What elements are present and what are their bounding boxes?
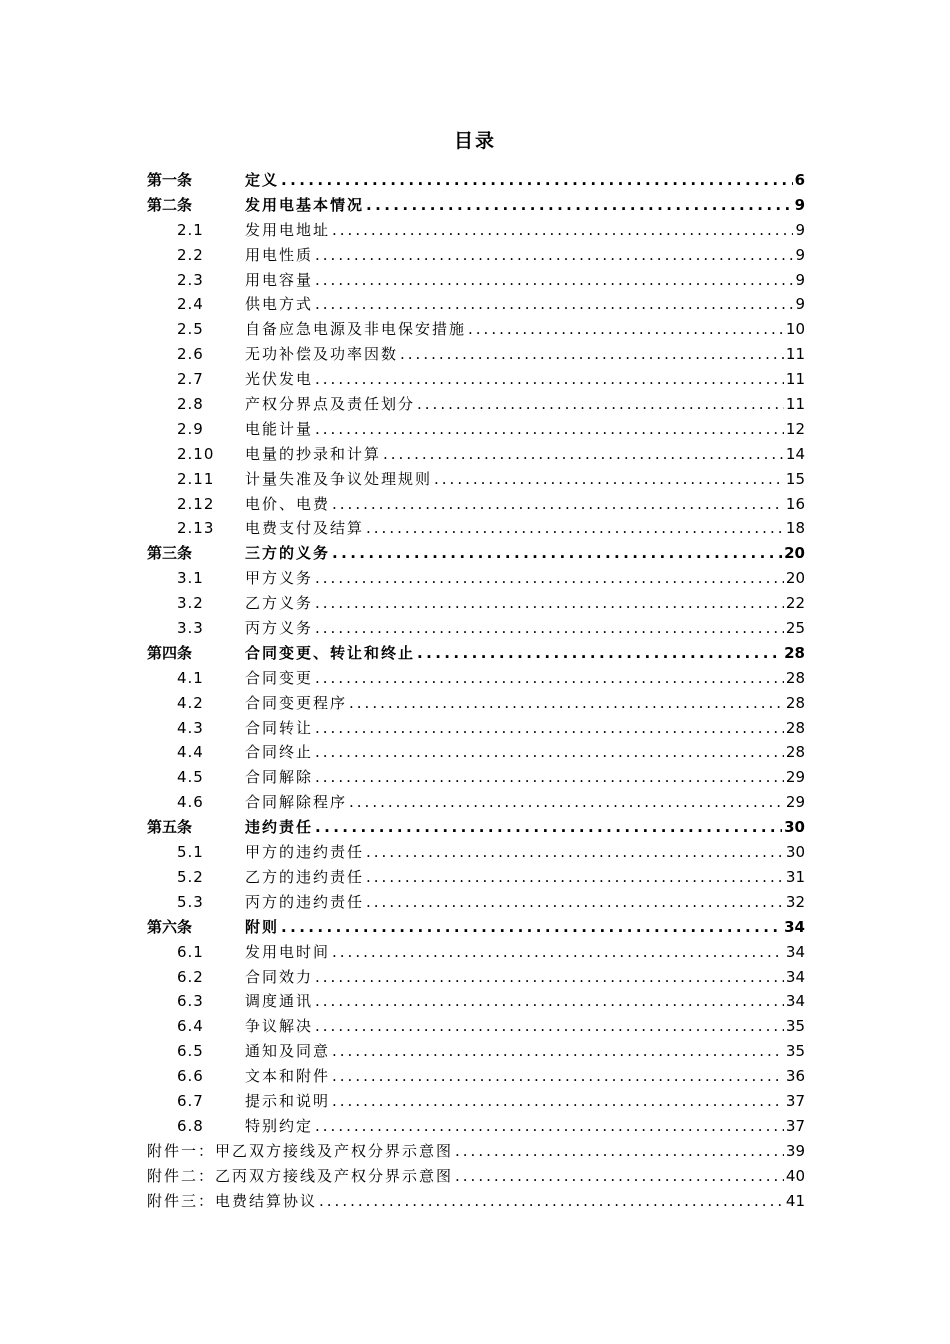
toc-entry-page-number: 28 (785, 743, 805, 762)
toc-entry-title: 甲方义务 (245, 569, 314, 588)
toc-entry-line (245, 865, 805, 890)
toc-entry-line (245, 566, 805, 591)
toc-entry-line (245, 268, 805, 293)
toc-entry-line (245, 591, 805, 616)
dot-leader (315, 243, 793, 268)
toc-entry[interactable] (147, 516, 805, 541)
toc-entry[interactable] (147, 790, 805, 815)
toc-entry-number: 6.1 (177, 942, 204, 961)
toc-entry-number: 6.4 (177, 1017, 204, 1036)
toc-entry-title: 合同变更 (245, 668, 314, 687)
toc-entry[interactable] (147, 442, 805, 467)
dot-leader (349, 691, 784, 716)
toc-entry-number: 第三条 (147, 544, 193, 563)
toc-entry-page-number: 28 (784, 643, 805, 662)
dot-leader (315, 591, 784, 616)
toc-entry-number: 2.6 (177, 345, 204, 364)
toc-entry-number: 4.5 (177, 768, 204, 787)
dot-leader (315, 716, 784, 741)
toc-entry-page-number: 9 (795, 245, 805, 264)
toc-entry-title: 附则 (245, 917, 280, 936)
dot-leader (315, 367, 784, 392)
toc-entry-number: 6.8 (177, 1116, 204, 1135)
toc-entry-page-number: 20 (784, 544, 805, 563)
toc-entry-title: 用电容量 (245, 270, 314, 289)
toc-entry[interactable] (147, 218, 805, 243)
toc-entry-number: 6.2 (177, 967, 204, 986)
toc-entry-title: 定义 (245, 171, 280, 189)
toc-entry-line (245, 790, 805, 815)
dot-leader (366, 516, 784, 541)
toc-list (147, 168, 805, 1213)
toc-entry-title: 附件三：电费结算协议 (147, 1191, 318, 1210)
toc-entry[interactable] (147, 765, 805, 790)
toc-entry-line (245, 541, 805, 566)
toc-entry[interactable] (147, 989, 805, 1014)
toc-entry-page-number: 9 (795, 220, 805, 239)
dot-leader (315, 268, 793, 293)
dot-leader (332, 218, 793, 243)
toc-entry[interactable] (147, 890, 805, 915)
toc-entry-title: 电能计量 (245, 419, 314, 438)
toc-entry-number: 5.1 (177, 843, 204, 862)
toc-entry-page-number: 20 (785, 569, 805, 588)
toc-entry-title: 附件一：甲乙双方接线及产权分界示意图 (147, 1141, 454, 1160)
toc-entry-number: 5.3 (177, 892, 204, 911)
toc-entry-number: 2.5 (177, 320, 204, 339)
toc-entry-number: 2.12 (177, 494, 215, 513)
toc-entry[interactable] (147, 317, 805, 342)
toc-entry-title: 发用电基本情况 (245, 195, 365, 214)
toc-entry-title: 特别约定 (245, 1116, 314, 1135)
toc-entry-title: 三方的义务 (245, 544, 331, 563)
toc-entry[interactable] (147, 417, 805, 442)
toc-entry-page-number: 39 (785, 1141, 805, 1160)
toc-entry-line (245, 1039, 805, 1064)
toc-entry-title: 计量失准及争议处理规则 (245, 469, 433, 488)
toc-entry-number: 第六条 (147, 917, 193, 936)
dot-leader (315, 989, 784, 1014)
toc-entry-line (245, 765, 805, 790)
toc-entry-title: 合同终止 (245, 743, 314, 762)
toc-entry[interactable] (147, 716, 805, 741)
toc-entry-title: 合同效力 (245, 967, 314, 986)
toc-entry-title: 合同解除程序 (245, 793, 348, 812)
toc-entry[interactable] (147, 691, 805, 716)
dot-leader (319, 1189, 784, 1214)
toc-entry-line (245, 890, 805, 915)
dot-leader (315, 765, 784, 790)
dot-leader (315, 566, 784, 591)
dot-leader (315, 292, 793, 317)
dot-leader (332, 940, 784, 965)
toc-entry-page-number: 9 (795, 270, 805, 289)
toc-entry-page-number: 12 (785, 419, 805, 438)
toc-entry[interactable] (147, 392, 805, 417)
dot-leader (315, 666, 784, 691)
toc-entry-line (147, 1139, 805, 1164)
toc-entry-line (245, 317, 805, 342)
toc-entry-title: 文本和附件 (245, 1067, 331, 1086)
toc-entry-number: 2.13 (177, 519, 215, 538)
dot-leader (332, 492, 784, 517)
toc-entry-line (245, 392, 805, 417)
toc-entry-line (245, 367, 805, 392)
toc-entry[interactable] (147, 268, 805, 293)
toc-entry-title: 争议解决 (245, 1017, 314, 1036)
toc-entry-page-number: 15 (785, 469, 805, 488)
toc-entry-line (245, 417, 805, 442)
toc-entry[interactable] (147, 492, 805, 517)
dot-leader (315, 1114, 784, 1139)
toc-entry[interactable] (147, 541, 805, 566)
toc-entry[interactable] (147, 1189, 805, 1214)
toc-entry-line (245, 516, 805, 541)
toc-entry-line (245, 691, 805, 716)
toc-entry-page-number: 30 (785, 843, 805, 862)
toc-entry-title: 发用电时间 (245, 942, 331, 961)
toc-entry-page-number: 31 (785, 867, 805, 886)
toc-entry-line (245, 1064, 805, 1089)
toc-entry[interactable] (147, 1164, 805, 1189)
toc-entry-title: 乙方的违约责任 (245, 867, 365, 886)
dot-leader (281, 168, 793, 193)
dot-leader (332, 541, 782, 566)
toc-entry-line (245, 193, 805, 218)
toc-entry-page-number: 9 (795, 295, 805, 314)
toc-entry-page-number: 30 (784, 818, 805, 837)
dot-leader (366, 890, 784, 915)
toc-entry[interactable] (147, 1114, 805, 1139)
toc-entry[interactable] (147, 243, 805, 268)
toc-entry-line (245, 218, 805, 243)
toc-entry-number: 3.2 (177, 594, 204, 613)
toc-entry-number: 6.6 (177, 1067, 204, 1086)
toc-entry-title: 合同变更程序 (245, 693, 348, 712)
toc-entry[interactable] (147, 467, 805, 492)
toc-entry-line (245, 1014, 805, 1039)
toc-entry-page-number: 6 (794, 171, 805, 189)
dot-leader (315, 965, 784, 990)
toc-entry-number: 3.3 (177, 619, 204, 638)
toc-entry-title: 违约责任 (245, 818, 314, 837)
toc-entry[interactable] (147, 666, 805, 691)
dot-leader (315, 616, 784, 641)
toc-entry-title: 合同变更、转让和终止 (245, 643, 416, 662)
dot-leader (468, 317, 784, 342)
dot-leader (332, 1064, 784, 1089)
toc-entry-line (245, 292, 805, 317)
toc-entry-page-number: 10 (785, 320, 805, 339)
toc-entry[interactable] (147, 367, 805, 392)
toc-entry-number: 5.2 (177, 867, 204, 886)
toc-entry-title: 合同解除 (245, 768, 314, 787)
toc-entry-title: 乙方义务 (245, 594, 314, 613)
toc-entry-line (245, 168, 805, 193)
toc-entry-page-number: 22 (785, 594, 805, 613)
toc-entry-title: 附件二：乙丙双方接线及产权分界示意图 (147, 1166, 454, 1185)
toc-entry[interactable] (147, 193, 805, 218)
toc-entry-title: 电费支付及结算 (245, 519, 365, 538)
toc-entry-page-number: 28 (785, 693, 805, 712)
toc-entry-title: 通知及同意 (245, 1042, 331, 1061)
toc-entry-title: 丙方的违约责任 (245, 892, 365, 911)
toc-entry-title: 电价、电费 (245, 494, 331, 513)
toc-entry-page-number: 11 (785, 370, 805, 389)
toc-entry-page-number: 40 (785, 1166, 805, 1185)
toc-entry-page-number: 9 (794, 195, 805, 214)
toc-entry[interactable] (147, 940, 805, 965)
toc-entry[interactable] (147, 616, 805, 641)
dot-leader (332, 1089, 784, 1114)
toc-entry-line (147, 1164, 805, 1189)
toc-title: 目录 (453, 130, 496, 152)
dot-leader (366, 865, 784, 890)
toc-entry-title: 丙方义务 (245, 619, 314, 638)
toc-entry-number: 4.3 (177, 718, 204, 737)
toc-entry-title: 光伏发电 (245, 370, 314, 389)
toc-entry-number: 2.1 (177, 220, 204, 239)
toc-entry-page-number: 16 (785, 494, 805, 513)
toc-entry-line (245, 940, 805, 965)
toc-entry-number: 2.3 (177, 270, 204, 289)
toc-entry[interactable] (147, 815, 805, 840)
toc-entry-line (245, 815, 805, 840)
toc-entry[interactable] (147, 915, 805, 940)
toc-entry[interactable] (147, 1089, 805, 1114)
toc-entry-title: 合同转让 (245, 718, 314, 737)
toc-entry-line (245, 467, 805, 492)
toc-entry-number: 2.7 (177, 370, 204, 389)
toc-entry-page-number: 35 (785, 1042, 805, 1061)
dot-leader (315, 740, 784, 765)
toc-entry-page-number: 34 (785, 967, 805, 986)
toc-entry[interactable] (147, 342, 805, 367)
toc-entry-number: 2.4 (177, 295, 204, 314)
dot-leader (315, 417, 784, 442)
toc-entry-title: 提示和说明 (245, 1091, 331, 1110)
toc-entry-line (245, 442, 805, 467)
toc-entry[interactable] (147, 1064, 805, 1089)
toc-entry-page-number: 32 (785, 892, 805, 911)
toc-entry[interactable] (147, 840, 805, 865)
toc-entry-line (245, 716, 805, 741)
toc-entry-page-number: 36 (785, 1067, 805, 1086)
toc-entry-number: 4.2 (177, 693, 204, 712)
toc-entry-page-number: 29 (785, 768, 805, 787)
toc-entry-page-number: 34 (785, 992, 805, 1011)
toc-entry-page-number: 29 (785, 793, 805, 812)
toc-entry-number: 2.10 (177, 444, 215, 463)
dot-leader (315, 815, 782, 840)
toc-entry[interactable] (147, 740, 805, 765)
dot-leader (366, 840, 784, 865)
toc-entry[interactable] (147, 1014, 805, 1039)
toc-entry-page-number: 11 (785, 345, 805, 364)
toc-entry-page-number: 37 (785, 1091, 805, 1110)
toc-entry-title: 电量的抄录和计算 (245, 444, 382, 463)
toc-entry-page-number: 35 (785, 1017, 805, 1036)
toc-entry-number: 2.8 (177, 395, 204, 414)
toc-entry[interactable] (147, 865, 805, 890)
toc-entry-title: 产权分界点及责任划分 (245, 395, 416, 414)
toc-entry[interactable] (147, 168, 805, 193)
toc-entry[interactable] (147, 1039, 805, 1064)
dot-leader (332, 1039, 784, 1064)
toc-entry-page-number: 11 (785, 395, 805, 414)
toc-entry-number: 2.2 (177, 245, 204, 264)
toc-entry-line (147, 1189, 805, 1214)
toc-entry-page-number: 18 (785, 519, 805, 538)
toc-entry-number: 6.7 (177, 1091, 204, 1110)
toc-entry-number: 4.6 (177, 793, 204, 812)
toc-entry-title: 甲方的违约责任 (245, 843, 365, 862)
toc-entry[interactable] (147, 1139, 805, 1164)
toc-entry-number: 3.1 (177, 569, 204, 588)
toc-entry-line (245, 740, 805, 765)
dot-leader (400, 342, 784, 367)
dot-leader (383, 442, 784, 467)
dot-leader (349, 790, 784, 815)
toc-entry-number: 第五条 (147, 818, 193, 837)
toc-entry-line (245, 616, 805, 641)
toc-entry-line (245, 915, 805, 940)
toc-entry-number: 6.3 (177, 992, 204, 1011)
toc-entry-page-number: 34 (785, 942, 805, 961)
toc-entry-page-number: 14 (785, 444, 805, 463)
dot-leader (417, 392, 784, 417)
dot-leader (434, 467, 784, 492)
toc-entry[interactable] (147, 292, 805, 317)
toc-entry-line (245, 666, 805, 691)
toc-entry-line (245, 840, 805, 865)
toc-entry-number: 4.4 (177, 743, 204, 762)
toc-entry-title: 供电方式 (245, 295, 314, 314)
toc-entry-title: 发用电地址 (245, 220, 331, 239)
toc-entry-page-number: 25 (785, 619, 805, 638)
toc-entry-line (245, 342, 805, 367)
toc-entry-line (245, 492, 805, 517)
dot-leader (417, 641, 782, 666)
dot-leader (455, 1139, 784, 1164)
toc-entry[interactable] (147, 591, 805, 616)
toc-entry-line (245, 989, 805, 1014)
toc-entry-line (245, 243, 805, 268)
toc-entry-number: 第一条 (147, 171, 193, 189)
toc-entry-line (245, 641, 805, 666)
toc-entry-number: 6.5 (177, 1042, 204, 1061)
toc-entry-number: 2.9 (177, 419, 204, 438)
toc-entry-title: 自备应急电源及非电保安措施 (245, 320, 467, 339)
toc-entry-number: 第四条 (147, 643, 193, 662)
toc-entry-line (245, 1114, 805, 1139)
toc-entry-line (245, 1089, 805, 1114)
toc-entry-title: 调度通讯 (245, 992, 314, 1011)
toc-entry[interactable] (147, 641, 805, 666)
toc-entry-number: 4.1 (177, 668, 204, 687)
toc-entry-line (245, 965, 805, 990)
toc-entry-number: 2.11 (177, 469, 215, 488)
toc-entry-number: 第二条 (147, 195, 193, 214)
toc-entry-title: 用电性质 (245, 245, 314, 264)
toc-entry-title: 无功补偿及功率因数 (245, 345, 399, 364)
toc-entry-page-number: 28 (785, 668, 805, 687)
dot-leader (315, 1014, 784, 1039)
toc-entry[interactable] (147, 965, 805, 990)
toc-entry[interactable] (147, 566, 805, 591)
dot-leader (366, 193, 793, 218)
toc-entry-page-number: 34 (784, 917, 805, 936)
toc-entry-page-number: 41 (785, 1191, 805, 1210)
toc-entry-page-number: 28 (785, 718, 805, 737)
dot-leader (455, 1164, 784, 1189)
toc-entry-page-number: 37 (785, 1116, 805, 1135)
dot-leader (281, 915, 782, 940)
